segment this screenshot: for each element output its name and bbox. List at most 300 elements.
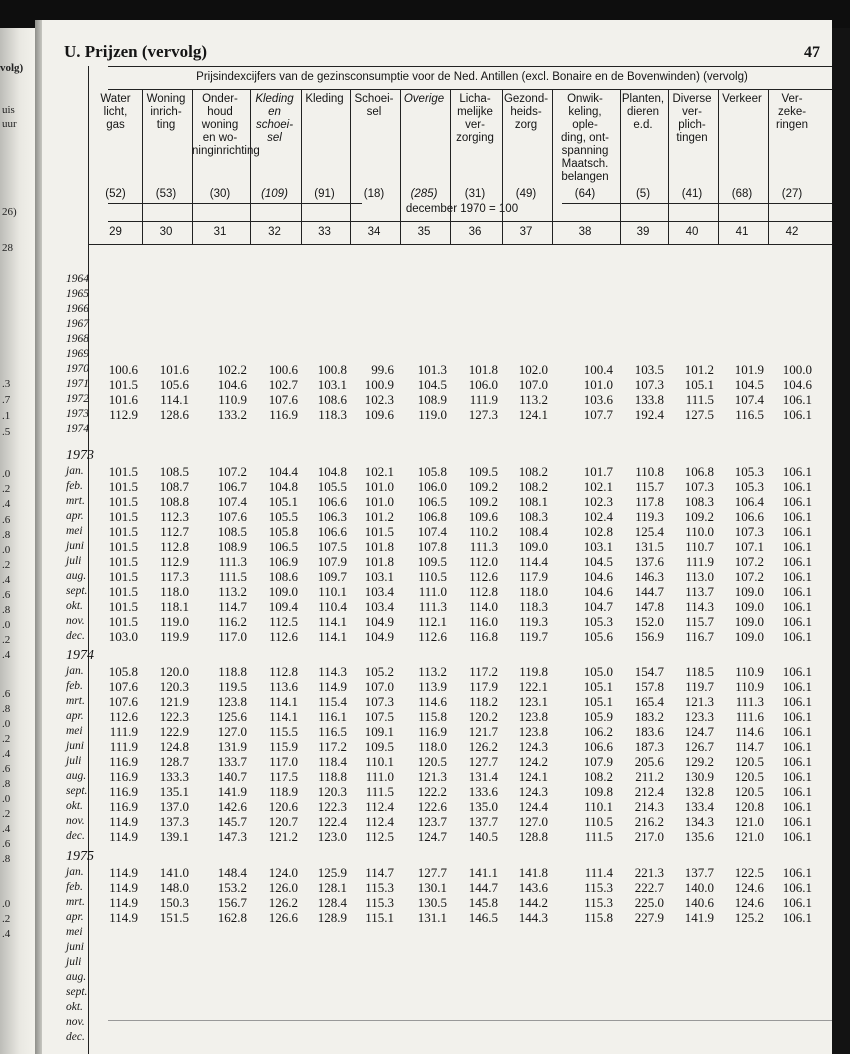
table-cell: 114.1 (318, 614, 347, 629)
table-cell: 101.5 (364, 524, 394, 539)
month-label: aug. (66, 770, 87, 782)
table-cell: 100.6 (268, 362, 298, 377)
section-year: 1974 (66, 648, 94, 663)
header-rule (108, 89, 832, 90)
table-cell: 133.8 (634, 392, 664, 407)
column-number: 37 (519, 226, 533, 238)
table-cell: 107.6 (268, 392, 298, 407)
table-cell: 112.9 (109, 407, 138, 422)
table-cell: 112.5 (269, 614, 298, 629)
column-number: 35 (417, 226, 431, 238)
table-cell: 111.0 (365, 769, 394, 784)
table-cell: 109.5 (417, 554, 447, 569)
table-cell: 123.8 (518, 709, 548, 724)
table-cell: 116.9 (109, 784, 138, 799)
table-cell: 105.2 (364, 664, 394, 679)
column-header: Onder- houd woning en wo- ninginrichting (192, 93, 260, 157)
table-cell: 102.8 (583, 524, 613, 539)
column-header: Onwik- keling, ople- ding, ont- spanning Maatsch. belangen (561, 93, 609, 183)
month-label: juli (66, 956, 82, 968)
table-cell: 143.6 (518, 880, 548, 895)
table-cell: 124.7 (684, 724, 714, 739)
table-cell: 104.5 (417, 377, 447, 392)
table-cell: 110.5 (584, 814, 613, 829)
table-cell: 147.8 (634, 599, 664, 614)
table-cell: 118.8 (218, 664, 247, 679)
month-label: nov. (66, 615, 85, 627)
table-cell: 119.3 (635, 509, 664, 524)
table-cell: 103.0 (108, 629, 138, 644)
table-cell: 120.5 (734, 784, 764, 799)
table-cell: 141.1 (468, 865, 498, 880)
table-cell: 106.0 (417, 479, 447, 494)
table-cell: 107.0 (364, 679, 394, 694)
table-cell: 124.6 (734, 895, 764, 910)
table-cell: 162.8 (217, 910, 247, 925)
table-cell: 117.9 (519, 569, 548, 584)
table-cell: 116.0 (469, 614, 498, 629)
table-cell: 144.2 (518, 895, 548, 910)
column-number: 33 (318, 226, 331, 238)
table-cell: 109.5 (364, 739, 394, 754)
table-cell: 124.3 (518, 784, 548, 799)
table-cell: 123.1 (518, 694, 548, 709)
table-cell: 104.4 (268, 464, 298, 479)
table-cell: 107.9 (317, 554, 347, 569)
left-page-fragment: .0 (2, 718, 11, 730)
table-cell: 183.6 (634, 724, 664, 739)
table-cell: 108.6 (317, 392, 347, 407)
table-cell: 109.0 (268, 584, 298, 599)
table-cell: 114.9 (109, 895, 138, 910)
table-cell: 127.0 (217, 724, 247, 739)
table-cell: 135.1 (159, 784, 189, 799)
table-cell: 99.6 (371, 362, 394, 377)
month-label: mei (66, 926, 83, 938)
month-label: feb. (66, 480, 83, 492)
table-cell: 105.8 (417, 464, 447, 479)
table-cell: 109.2 (684, 509, 714, 524)
column-weight: (91) (314, 188, 335, 200)
table-cell: 101.2 (364, 509, 394, 524)
table-cell: 109.5 (468, 464, 498, 479)
table-cell: 114.7 (218, 599, 247, 614)
left-page-fragment: .7 (2, 394, 11, 406)
table-cell: 145.7 (217, 814, 247, 829)
left-page-fragment: .5 (2, 426, 11, 438)
table-cell: 116.9 (109, 799, 138, 814)
column-header: Ver- zeke- ringen (776, 93, 808, 131)
table-cell: 107.1 (734, 539, 764, 554)
table-cell: 118.0 (160, 584, 189, 599)
table-cell: 102.1 (583, 479, 613, 494)
table-cell: 110.0 (685, 524, 714, 539)
table-cell: 112.0 (469, 554, 498, 569)
table-cell: 140.5 (468, 829, 498, 844)
table-cell: 111.5 (218, 569, 247, 584)
table-cell: 106.1 (782, 479, 812, 494)
table-cell: 108.9 (417, 392, 447, 407)
table-cell: 119.7 (519, 629, 548, 644)
table-cell: 115.8 (584, 910, 613, 925)
table-cell: 154.7 (634, 664, 664, 679)
table-cell: 110.1 (318, 584, 347, 599)
table-cell: 101.8 (364, 554, 394, 569)
column-number: 40 (685, 226, 699, 238)
table-cell: 115.3 (365, 880, 394, 895)
table-cell: 135.6 (684, 829, 714, 844)
table-cell: 106.1 (782, 584, 812, 599)
table-cell: 120.2 (468, 709, 498, 724)
table-cell: 101.5 (108, 377, 138, 392)
table-cell: 112.1 (418, 614, 447, 629)
left-page-fragment: .4 (2, 928, 11, 940)
month-label: mrt. (66, 896, 85, 908)
table-cell: 101.5 (108, 614, 138, 629)
table-cell: 107.5 (364, 709, 394, 724)
table-cell: 120.3 (159, 679, 189, 694)
table-cell: 101.5 (108, 524, 138, 539)
left-page-fragment: .4 (2, 649, 11, 661)
table-cell: 112.6 (269, 629, 298, 644)
table-cell: 150.3 (159, 895, 189, 910)
table-cell: 126.0 (268, 880, 298, 895)
table-cell: 106.1 (782, 524, 812, 539)
month-label: feb. (66, 881, 83, 893)
table-cell: 122.3 (159, 709, 189, 724)
table-cell: 113.0 (685, 569, 714, 584)
table-cell: 120.5 (417, 754, 447, 769)
table-cell: 121.0 (734, 829, 764, 844)
section-year: 1973 (66, 448, 94, 463)
table-cell: 106.3 (317, 509, 347, 524)
table-cell: 104.6 (782, 377, 812, 392)
table-cell: 131.9 (217, 739, 247, 754)
table-cell: 108.6 (268, 569, 298, 584)
month-label: juni (66, 941, 84, 953)
table-cell: 165.4 (634, 694, 664, 709)
table-cell: 105.5 (268, 509, 298, 524)
table-cell: 126.7 (684, 739, 714, 754)
table-cell: 106.6 (317, 524, 347, 539)
table-cell: 111.3 (418, 599, 447, 614)
table-cell: 156.7 (217, 895, 247, 910)
table-cell: 109.0 (734, 614, 764, 629)
month-label: apr. (66, 510, 84, 522)
month-label: sept. (66, 785, 88, 797)
table-cell: 104.7 (583, 599, 613, 614)
table-cell: 114.9 (109, 880, 138, 895)
table-cell: 107.5 (317, 539, 347, 554)
table-cell: 133.7 (217, 754, 247, 769)
table-cell: 124.4 (518, 799, 548, 814)
table-cell: 130.9 (684, 769, 714, 784)
table-cell: 107.2 (734, 569, 764, 584)
left-page-fragment: uur (2, 118, 17, 130)
table-cell: 113.6 (269, 679, 298, 694)
table-cell: 109.1 (364, 724, 394, 739)
table-cell: 108.5 (217, 524, 247, 539)
table-cell: 104.6 (583, 584, 613, 599)
table-cell: 112.6 (418, 629, 447, 644)
table-cell: 101.5 (108, 509, 138, 524)
table-cell: 140.0 (684, 880, 714, 895)
table-cell: 125.4 (634, 524, 664, 539)
table-cell: 106.1 (782, 769, 812, 784)
table-cell: 118.8 (318, 769, 347, 784)
table-cell: 109.6 (364, 407, 394, 422)
table-cell: 100.4 (583, 362, 613, 377)
table-cell: 110.5 (418, 569, 447, 584)
table-cell: 106.1 (782, 539, 812, 554)
table-cell: 101.7 (583, 464, 613, 479)
month-label: apr. (66, 710, 84, 722)
table-cell: 108.5 (159, 464, 189, 479)
column-header: Diverse ver- plich- tingen (672, 93, 712, 144)
year-label: 1973 (66, 408, 89, 420)
table-cell: 106.1 (782, 754, 812, 769)
table-cell: 123.7 (417, 814, 447, 829)
table-cell: 121.0 (734, 814, 764, 829)
table-cell: 101.5 (108, 599, 138, 614)
table-cell: 115.8 (418, 709, 447, 724)
table-cell: 217.0 (634, 829, 664, 844)
table-cell: 132.8 (684, 784, 714, 799)
table-cell: 106.1 (782, 464, 812, 479)
table-cell: 104.6 (217, 377, 247, 392)
table-cell: 105.5 (317, 479, 347, 494)
table-cell: 101.5 (108, 494, 138, 509)
left-page-fragment: .4 (2, 574, 11, 586)
table-cell: 128.9 (317, 910, 347, 925)
table-cell: 137.7 (468, 814, 498, 829)
table-cell: 101.3 (417, 362, 447, 377)
table-cell: 114.1 (269, 709, 298, 724)
table-cell: 100.9 (364, 377, 394, 392)
table-cell: 222.7 (634, 880, 664, 895)
table-cell: 119.9 (160, 629, 189, 644)
column-header: Gezond- heids- zorg (503, 93, 549, 131)
table-cell: 107.6 (108, 694, 138, 709)
left-page-fragment: .8 (2, 529, 11, 541)
table-cell: 106.1 (782, 784, 812, 799)
top-rule (108, 66, 832, 67)
table-cell: 157.8 (634, 679, 664, 694)
table-cell: 106.1 (782, 880, 812, 895)
year-label: 1964 (66, 273, 89, 285)
table-cell: 140.7 (217, 769, 247, 784)
table-cell: 109.8 (583, 784, 613, 799)
base-period: december 1970 = 100 (362, 203, 562, 215)
table-cell: 112.4 (365, 814, 394, 829)
table-cell: 107.6 (108, 679, 138, 694)
table-cell: 101.9 (734, 362, 764, 377)
table-cell: 120.7 (268, 814, 298, 829)
table-cell: 113.2 (519, 392, 548, 407)
table-cell: 124.2 (518, 754, 548, 769)
table-cell: 106.1 (782, 614, 812, 629)
table-cell: 140.6 (684, 895, 714, 910)
table-cell: 106.9 (268, 554, 298, 569)
table-cell: 119.7 (685, 679, 714, 694)
table-cell: 103.1 (317, 377, 347, 392)
table-cell: 108.2 (518, 464, 548, 479)
table-cell: 127.7 (468, 754, 498, 769)
table-cell: 111.9 (685, 554, 714, 569)
month-label: jan. (66, 465, 84, 477)
year-label: 1971 (66, 378, 89, 390)
table-cell: 122.6 (417, 799, 447, 814)
table-cell: 116.7 (685, 629, 714, 644)
table-cell: 106.7 (217, 479, 247, 494)
table-cell: 123.3 (684, 709, 714, 724)
table-cell: 205.6 (634, 754, 664, 769)
table-cell: 114.9 (109, 910, 138, 925)
page-number: 47 (804, 44, 820, 61)
table-cell: 131.5 (634, 539, 664, 554)
table-cell: 126.2 (268, 895, 298, 910)
table-cell: 102.3 (364, 392, 394, 407)
left-page-fragment: .8 (2, 604, 11, 616)
table-cell: 225.0 (634, 895, 664, 910)
table-cell: 112.8 (269, 664, 298, 679)
table-cell: 110.2 (469, 524, 498, 539)
table-cell: 104.5 (583, 554, 613, 569)
month-label: aug. (66, 971, 87, 983)
left-page-fragment: .6 (2, 514, 11, 526)
table-cell: 123.8 (217, 694, 247, 709)
table-cell: 131.4 (468, 769, 498, 784)
left-page-fragment: uis (2, 104, 15, 116)
month-label: juni (66, 540, 84, 552)
table-cell: 227.9 (634, 910, 664, 925)
table-cell: 108.2 (518, 479, 548, 494)
table-cell: 103.1 (364, 569, 394, 584)
table-cell: 111.6 (735, 709, 764, 724)
column-header: Licha- melijke ver- zorging (456, 93, 494, 144)
table-cell: 118.4 (318, 754, 347, 769)
table-cell: 106.1 (782, 724, 812, 739)
table-cell: 106.2 (583, 724, 613, 739)
table-cell: 114.9 (109, 814, 138, 829)
column-number: 41 (735, 226, 749, 238)
table-cell: 108.4 (518, 524, 548, 539)
table-cell: 111.4 (584, 865, 613, 880)
month-label: mei (66, 725, 83, 737)
table-cell: 106.1 (782, 895, 812, 910)
table-cell: 103.4 (364, 599, 394, 614)
table-cell: 102.7 (268, 377, 298, 392)
table-cell: 116.9 (109, 769, 138, 784)
table-cell: 151.5 (159, 910, 189, 925)
table-cell: 122.5 (734, 865, 764, 880)
table-cell: 106.5 (268, 539, 298, 554)
table-cell: 101.5 (108, 554, 138, 569)
table-cell: 103.4 (364, 584, 394, 599)
table-cell: 183.2 (634, 709, 664, 724)
month-label: sept. (66, 986, 88, 998)
table-cell: 101.8 (468, 362, 498, 377)
month-label: juli (66, 755, 82, 767)
table-cell: 111.9 (469, 392, 498, 407)
table-cell: 107.4 (734, 392, 764, 407)
table-cell: 116.9 (418, 724, 447, 739)
table-cell: 114.6 (418, 694, 447, 709)
table-cell: 105.6 (159, 377, 189, 392)
left-page-fragment: .2 (2, 483, 11, 495)
table-cell: 106.6 (583, 739, 613, 754)
table-cell: 107.8 (417, 539, 447, 554)
table-cell: 105.8 (108, 664, 138, 679)
table-cell: 112.8 (160, 539, 189, 554)
column-weight: (27) (781, 188, 803, 200)
year-label: 1974 (66, 423, 89, 435)
table-cell: 108.1 (518, 494, 548, 509)
table-cell: 107.4 (417, 524, 447, 539)
table-cell: 133.4 (684, 799, 714, 814)
table-cell: 101.5 (108, 479, 138, 494)
left-page-fragment: .2 (2, 808, 11, 820)
table-cell: 187.3 (634, 739, 664, 754)
table-cell: 137.3 (159, 814, 189, 829)
month-label: sept. (66, 585, 88, 597)
table-cell: 135.0 (468, 799, 498, 814)
table-cell: 117.8 (635, 494, 664, 509)
table-cell: 115.1 (365, 910, 394, 925)
table-cell: 110.7 (685, 539, 714, 554)
column-header: Woning inrich- ting (146, 93, 186, 131)
table-cell: 131.1 (417, 910, 447, 925)
left-page-fragment: .0 (2, 619, 11, 631)
table-cell: 125.2 (734, 910, 764, 925)
table-cell: 117.2 (469, 664, 498, 679)
table-cell: 125.9 (317, 865, 347, 880)
table-cell: 115.3 (584, 880, 613, 895)
column-divider (718, 89, 719, 244)
number-rule (108, 221, 832, 222)
left-page-fragment: 28 (2, 242, 13, 254)
column-divider (400, 89, 401, 244)
table-cell: 128.1 (317, 880, 347, 895)
left-page-fragment: .6 (2, 589, 11, 601)
table-cell: 105.3 (734, 464, 764, 479)
document-page (42, 20, 832, 1054)
year-label: 1966 (66, 303, 89, 315)
table-cell: 114.0 (469, 599, 498, 614)
table-cell: 120.0 (159, 664, 189, 679)
table-cell: 106.1 (782, 554, 812, 569)
column-header: Kleding en schoei- sel (255, 93, 294, 144)
table-cell: 148.0 (159, 880, 189, 895)
table-cell: 128.7 (159, 754, 189, 769)
table-cell: 111.5 (584, 829, 613, 844)
table-cell: 119.8 (519, 664, 548, 679)
table-cell: 110.4 (318, 599, 347, 614)
column-number: 31 (213, 226, 227, 238)
table-cell: 106.1 (782, 709, 812, 724)
table-cell: 106.1 (782, 509, 812, 524)
left-page-fragment: .4 (2, 498, 11, 510)
column-weight: (52) (105, 188, 126, 200)
month-label: okt. (66, 800, 83, 812)
table-cell: 114.9 (109, 829, 138, 844)
month-label: mrt. (66, 495, 85, 507)
left-page-fragment: .0 (2, 898, 11, 910)
table-cell: 116.8 (469, 629, 498, 644)
table-cell: 112.3 (160, 509, 189, 524)
table-cell: 106.1 (782, 629, 812, 644)
table-cell: 111.9 (109, 739, 138, 754)
